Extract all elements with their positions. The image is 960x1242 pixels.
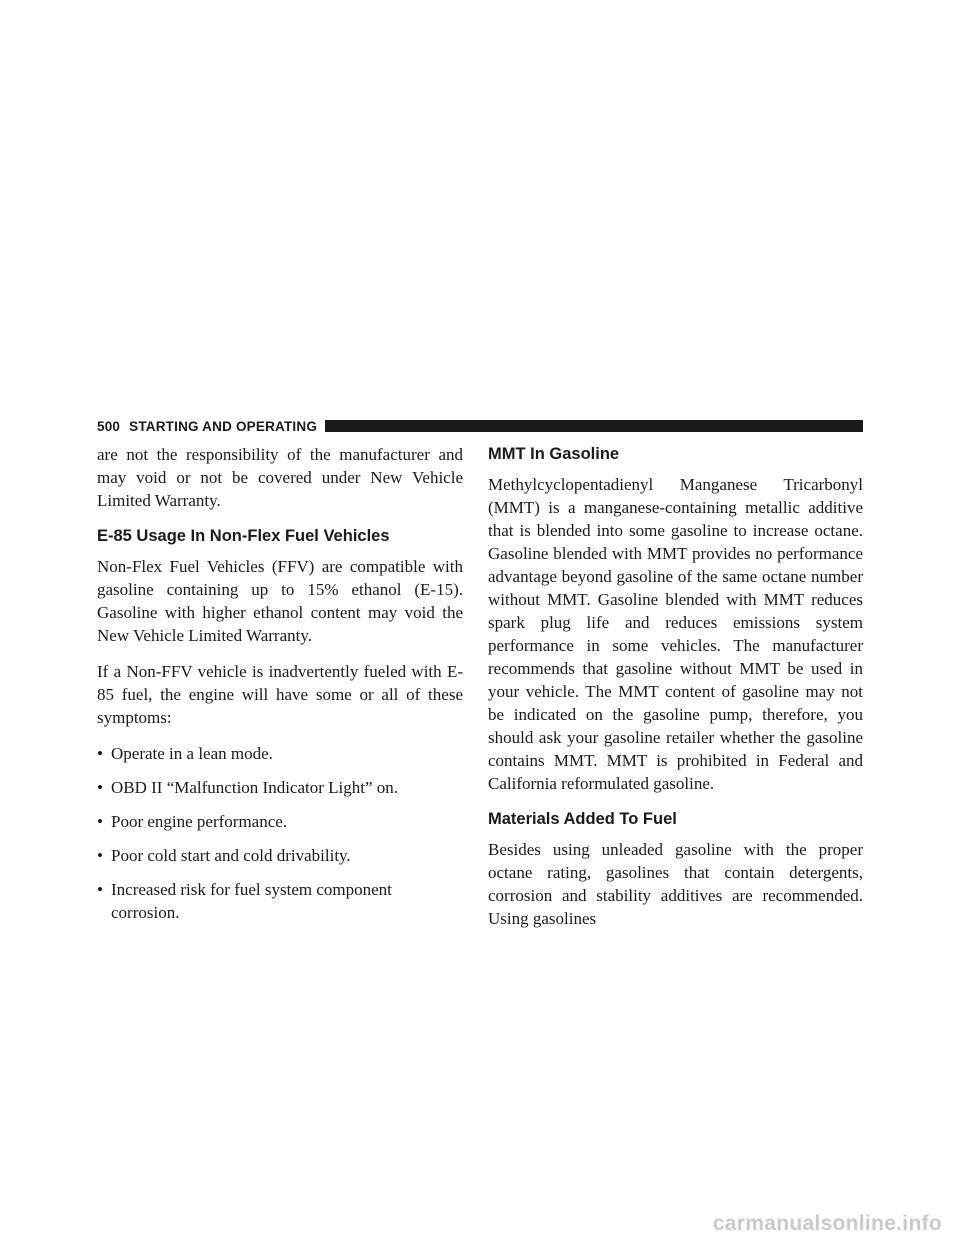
materials-heading: Materials Added To Fuel [488, 810, 677, 828]
right-column [488, 443, 863, 943]
list-item-text: Poor engine performance. [111, 812, 288, 831]
list-item [97, 844, 463, 867]
bullet-icon: • [97, 812, 103, 831]
list-item [97, 810, 463, 833]
list-item-text: Poor cold start and cold drivability. [111, 846, 351, 865]
list-item-text: Increased risk for fuel system component corrosion. [111, 880, 392, 922]
section-title: STARTING AND OPERATING [129, 418, 318, 434]
list-item [97, 878, 463, 924]
bullet-icon: • [97, 744, 103, 763]
mmt-paragraph: Methylcyclopentadienyl Manganese Tricarbonyl (MMT) is a manganese-containing metallic additive that is blended into some gasoline to increase octane. Gasoline blended with MMT provides no performance advantage beyond gasoline of the same octane number without MMT. Gasoline blended with MMT reduces spark plug life and reduces emissions system performance in some vehicles. The manufacturer recommends that gasoline without MMT be used in your vehicle. The MMT content of gasoline may not be indicated on the gasoline pump, therefore, you should ask your gasoline retailer whether the gasoline contains MMT. MMT is prohibited in Federal and California reformulated gasoline. [488, 475, 863, 793]
page-number: 500 [97, 418, 121, 434]
watermark: carmanualsonline.info [712, 1212, 942, 1235]
ffv-paragraph: Non-Flex Fuel Vehicles (FFV) are compatible with gasoline containing up to 15% ethanol (E-15). Gasoline with higher ethanol content may void the New Vehicle Limited Warranty. [97, 557, 463, 645]
bullet-icon: • [97, 778, 103, 797]
materials-paragraph: Besides using unleaded gasoline with the proper octane rating, gasolines that contain detergents, corrosion and stability additives are recommended. Using gasolines [488, 840, 863, 928]
symptom-list [97, 742, 463, 924]
list-item-text: Operate in a lean mode. [111, 744, 273, 763]
page-footer [0, 1212, 960, 1242]
non-ffv-paragraph: If a Non-FFV vehicle is inadvertently fueled with E-85 fuel, the engine will have some or all of these symptoms: [97, 662, 463, 727]
bullet-icon: • [97, 880, 103, 899]
e85-heading: E-85 Usage In Non-Flex Fuel Vehicles [97, 527, 390, 545]
bullet-icon: • [97, 846, 103, 865]
list-item [97, 742, 463, 765]
list-item-text: OBD II “Malfunction Indicator Light” on. [111, 778, 399, 797]
left-column [97, 443, 463, 935]
mmt-heading: MMT In Gasoline [488, 445, 620, 463]
page-header [97, 418, 863, 434]
intro-paragraph: are not the responsibility of the manufacturer and may void or not be covered under New Vehicle Limited Warranty. [97, 445, 463, 510]
header-rule [325, 420, 863, 432]
list-item [97, 776, 463, 799]
